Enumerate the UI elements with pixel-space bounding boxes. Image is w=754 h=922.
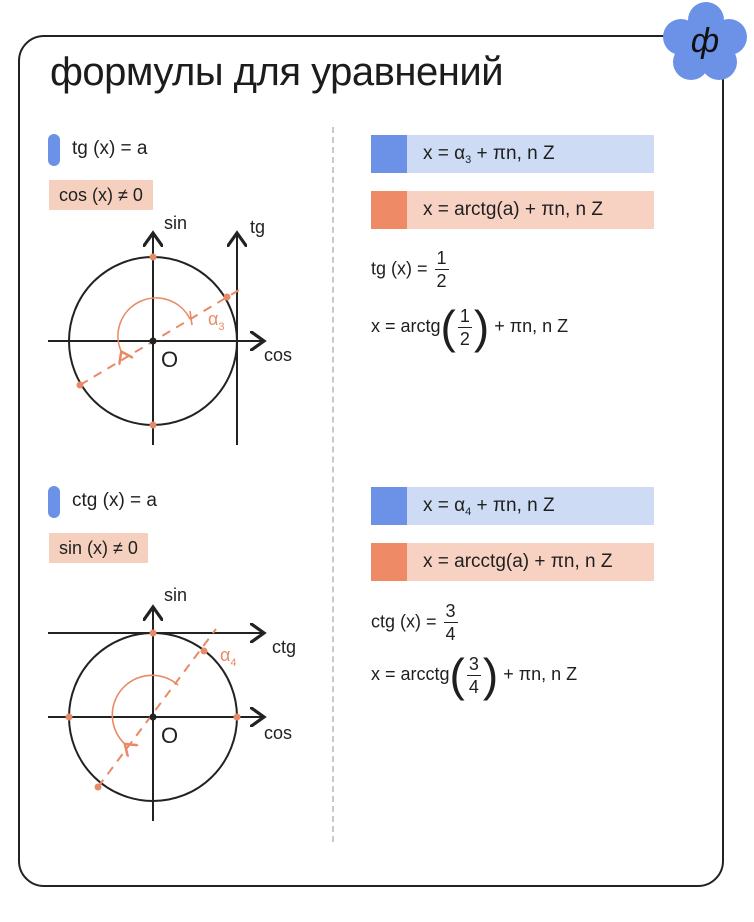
tg-label: tg xyxy=(250,217,266,237)
unit-circle-ctg xyxy=(40,585,320,825)
origin-label: O xyxy=(161,347,179,372)
band-text: x = arcctg(a) + πn, n Z xyxy=(423,551,613,572)
example-equation-tg: tg (x) = $\frac{1}{2}$ xyxy=(371,248,447,291)
solution-band-alpha4 xyxy=(371,487,654,525)
unit-circle-tg xyxy=(40,215,320,455)
orange-marker xyxy=(371,543,407,581)
angle-label: $\alpha_3$ xyxy=(208,309,225,333)
blue-marker xyxy=(371,135,407,173)
equation-tg: tg (x) = a xyxy=(72,138,148,159)
cos-label: cos xyxy=(264,345,293,365)
solution-band-arctg xyxy=(371,191,654,229)
equation-chip-ctg xyxy=(48,486,60,518)
angle-line xyxy=(98,629,216,787)
solution-band-alpha3 xyxy=(371,135,654,173)
equation-chip-tg xyxy=(48,134,60,166)
badge-letter: ф xyxy=(690,22,720,60)
sin-label: sin xyxy=(164,215,188,233)
band-text: $x = \alpha_4 + \pi n$, n Z xyxy=(423,495,555,518)
angle-label: $\alpha_4$ xyxy=(220,645,237,669)
cos-label: cos xyxy=(264,723,293,743)
example-equation-ctg: ctg (x) = $\frac{3}{4}$ xyxy=(371,601,456,644)
example-solution-ctg: x = arcctg( $\frac{3}{4}$ ) + πn, n Z xyxy=(371,649,578,701)
band-text: x = arctg(a) + πn, n Z xyxy=(423,199,603,220)
band-text: $x = \alpha_3 + \pi n$, n Z xyxy=(423,143,555,166)
example-solution-tg: x = arctg( $\frac{1}{2}$ ) + πn, n Z xyxy=(371,301,569,353)
blue-marker xyxy=(371,487,407,525)
equation-ctg: ctg (x) = a xyxy=(72,490,157,511)
page-title: формулы для уравнений xyxy=(50,50,504,94)
orange-marker xyxy=(371,191,407,229)
column-divider xyxy=(332,127,334,842)
solution-band-arcctg xyxy=(371,543,654,581)
flower-badge-icon xyxy=(661,2,751,82)
origin-label: O xyxy=(161,723,179,748)
ctg-label: ctg xyxy=(272,637,297,657)
condition-cos: cos (x) ≠ 0 xyxy=(49,180,153,210)
condition-sin: sin (x) ≠ 0 xyxy=(49,533,148,563)
sin-label: sin xyxy=(164,585,188,605)
